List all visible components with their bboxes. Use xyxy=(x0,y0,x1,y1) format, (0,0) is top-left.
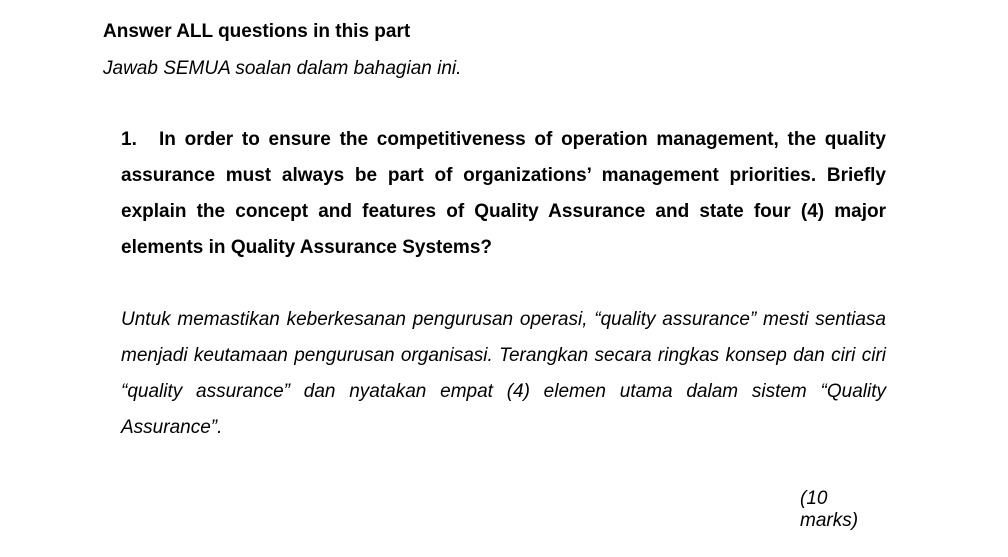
marks-value: (10 xyxy=(800,488,828,509)
part-instruction-english: Answer ALL questions in this part xyxy=(103,21,411,42)
question-text-malay: Untuk memastikan keberkesanan pengurusan operasi, “quality assurance” mesti sentiasa menjadi keutamaan pengurusan organisasi. Terangkan secara ringkas konsep dan ciri ciri “quality assurance” dan nyatakan empat (4) elemen utama dalam sistem “Quality Assurance”. xyxy=(121,309,886,438)
part-instruction-malay: Jawab SEMUA soalan dalam bahagian ini. xyxy=(103,58,462,79)
question-body-english: In order to ensure the competitiveness of operation management, the quality assurance must always be part of organizations’ management priorities. Briefly explain the concept and features of Quality Assurance and state four (4) major elements in Quality Assurance Systems? xyxy=(121,129,886,258)
question-number: 1. xyxy=(121,129,137,150)
marks-unit: marks) xyxy=(800,510,859,531)
question-1 xyxy=(121,122,886,266)
marks-allocation xyxy=(800,488,880,532)
question-text-english xyxy=(121,122,886,266)
